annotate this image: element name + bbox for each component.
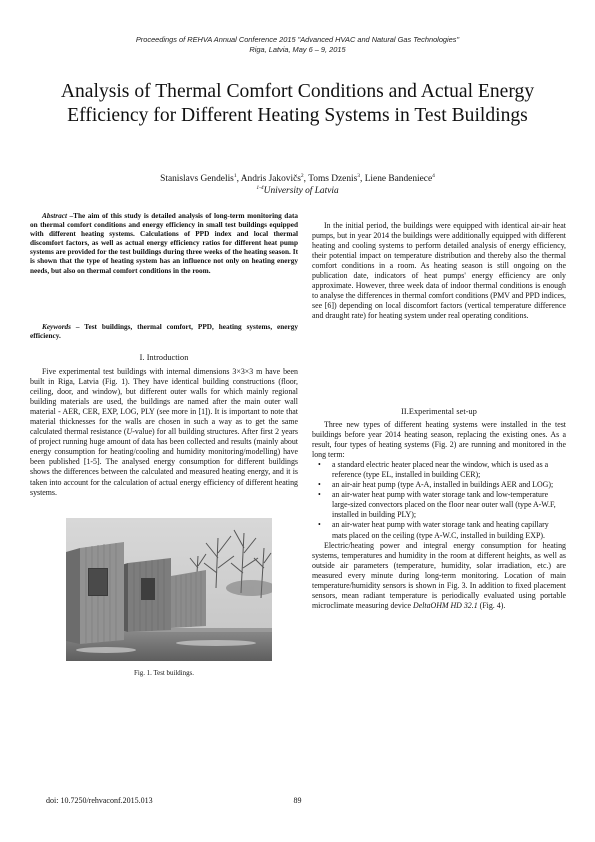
header-line-2: Riga, Latvia, May 6 – 9, 2015 <box>249 45 346 54</box>
abstract-lead: Abstract <box>42 212 67 220</box>
list-item-text: an air-water heat pump with water storage tank and low-temperature large-sized convectors placed on the floor near outer wall (type A-W.F, installed in building PLY); <box>332 490 556 520</box>
bullet-icon: • <box>318 460 321 470</box>
setup-text-b: (Fig. 4). <box>477 600 506 610</box>
page-number: 89 <box>293 796 302 805</box>
intro-paragraph <box>30 367 298 498</box>
bullet-icon: • <box>318 480 321 490</box>
list-item <box>312 460 566 480</box>
author-sup: 3 <box>357 173 361 179</box>
affiliation-name: University of Latvia <box>263 186 339 196</box>
figure-1-caption: Fig. 1. Test buildings. <box>134 670 194 677</box>
right-paragraph-1: In the initial period, the buildings were equipped with identical air-air heat pumps, but in year 2014 the buildings were additionally equipped with different heating and cooling systems to perform detailed analysis of energy efficiency, their potential impact on temperature distribution and thereby also the thermal comfort conditions in a room. As heating season is still ongoing on the publication date, indicators of heat pumps' energy efficiency are only approximate. However, three week data of indoor thermal conditions is enough to analyse the differences in thermal comfort conditions (PMV and PPD indices, see [6]) depending on local discomfort factors (vertical temperature difference and draught rate) for heating system under real operating conditions. <box>312 221 566 321</box>
list-item <box>312 480 566 490</box>
doi-footer: doi: 10.7250/rehvaconf.2015.013 <box>46 796 153 805</box>
intro-u-value: U <box>126 427 133 437</box>
author-sup: 1 <box>233 173 237 179</box>
author-name: Stanislavs Gendelis <box>160 174 234 184</box>
paper-title: Analysis of Thermal Comfort Conditions and Actual Energy Efficiency for Different Heating Systems in Test Buildings <box>60 81 535 126</box>
keywords <box>30 323 298 341</box>
right-column-text <box>312 221 566 321</box>
setup-paragraph-1: Three new types of different heating systems were installed in the test buildings before year 2014 heating season, replacing the existing ones. As a result, four types of heating systems (Fig. 2) are running and monitored in the long term: <box>312 420 566 460</box>
list-item-text: an air-air heat pump (type A-A, installed in buildings AER and LOG); <box>332 480 554 490</box>
author-name: Toms Dzenis <box>308 174 358 184</box>
keywords-lead: Keywords <box>42 323 71 331</box>
setup-text-a: Electric/heating power and integral energy consumption for heating systems, temperatures and humidity in the room at different heights, as well as outside air parameters (temperature, humidity, solar irradiation, etc.) are measured every minute during long-term monitoring. Location of main temperature/humidity sensors is shown in Fig. 3. In addition to fixed placement sensors, mean radiant temperature is periodically evaluated using portable microclimate measuring device <box>312 540 566 610</box>
list-item-text: an air-water heat pump with water storage tank and heating capillary mats placed on the ceiling (type A-W.C, installed in building EXP). <box>332 520 549 540</box>
list-item-text: a standard electric heater placed near the window, which is used as a reference (type EL, installed in building CER); <box>332 460 549 480</box>
device-name: DeltaOHM HD 32.1 <box>413 600 478 610</box>
author-name: Liene Bandeniece <box>364 174 433 184</box>
intro-text-b: -value) for all building structures. After first 2 years of project running huge amount of data has been collected and results (mainly about energy consumption for heating/cooling and humidity monitoring/modelling) have been published [1-5]. The analysed energy consumption for different buildings shows the differences between the calculated and measured heating energy, and it is taken into account for the calculation of actual energy efficiency of different heating systems. <box>30 427 299 497</box>
abstract-text: –The aim of this study is detailed analysis of long-term monitoring data on thermal comfort conditions and energy efficiency in small test buildings equipped with different heating systems. Calculations of PPD index and local thermal discomfort factors, as well as actual energy efficiency ratios for different heat pump systems are provided for the test buildings during three weeks of the heating season. It is shown that the type of heating system has an influence not only on heating energy needs, but also on thermal comfort conditions in the room. <box>30 212 298 275</box>
conference-header <box>0 35 595 55</box>
affiliation <box>0 182 595 197</box>
header-line-1: Proceedings of REHVA Annual Conference 2015 "Advanced HVAC and Natural Gas Technologies" <box>135 35 460 44</box>
setup-paragraph-2 <box>312 541 566 611</box>
keywords-text: – Test buildings, thermal comfort, PPD, heating systems, energy efficiency. <box>30 323 298 341</box>
test-buildings-photo <box>66 518 272 661</box>
intro-text-a: Five experimental test buildings with internal dimensions 3×3×3 m have been built in Riga, Latvia (Fig. 1). They have identical building constructions (floor, ceiling, door, and window), but different outer walls for which mainly regional building materials are used, the buildings are named after the main outer wall material - AER, CER, EXP, LOG, PLY (see more in [1]). It is important to note that material thicknesses for the walls are chosen in such a way as to get the same calculated thermal resistance ( <box>30 367 298 437</box>
heating-systems-list <box>312 460 566 540</box>
section-heading-experimental-setup: II.Experimental set-up <box>401 407 477 416</box>
author-name: Andris Jakovičs <box>240 174 301 184</box>
bullet-icon: • <box>318 520 321 530</box>
bullet-icon: • <box>318 490 321 500</box>
abstract <box>30 212 298 276</box>
list-item <box>312 490 566 520</box>
affiliation-sup: 1-4 <box>256 185 264 191</box>
author-list: Stanislavs Gendelis$^1$, Andris Jakovičs$^2$, Toms Dzenis$^3$, Liene Bandeniece$^4$ <box>160 173 435 184</box>
introduction-text <box>30 367 298 498</box>
experimental-setup-text <box>312 420 566 611</box>
author-sup: 4 <box>432 173 435 179</box>
list-item <box>312 520 566 540</box>
section-heading-introduction: I. Introduction <box>139 353 189 362</box>
author-sup: 2 <box>300 173 304 179</box>
